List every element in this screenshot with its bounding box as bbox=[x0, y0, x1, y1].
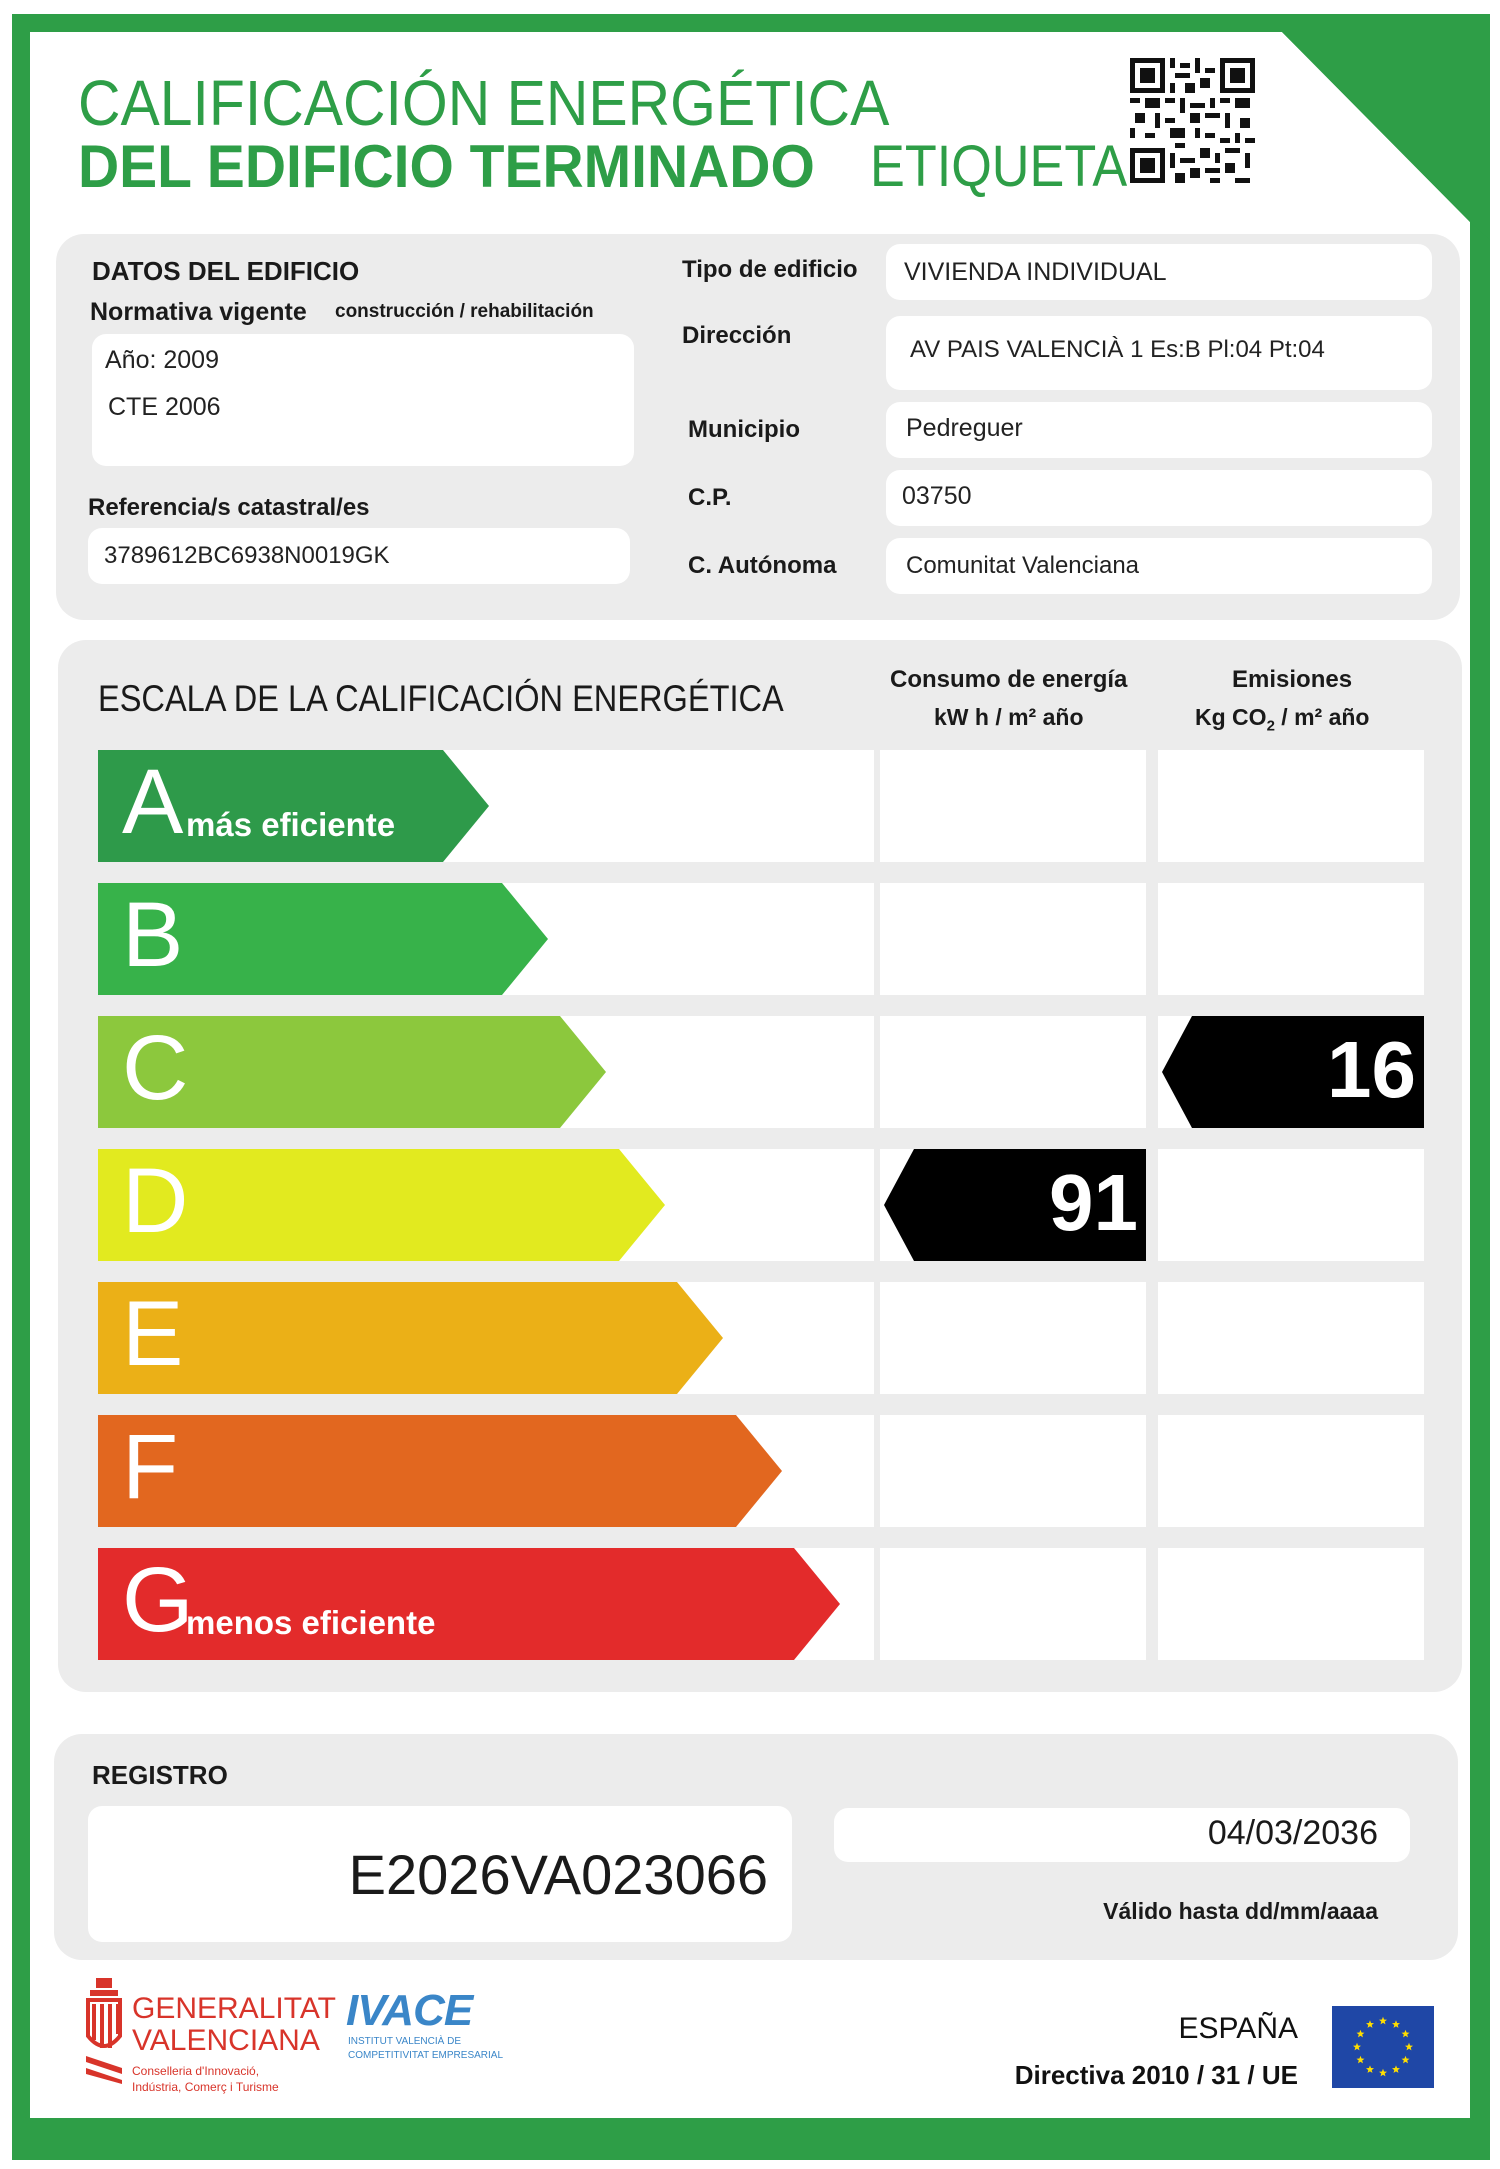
gv-sub1: Conselleria d'Innovació, bbox=[132, 2064, 260, 2078]
consumo-label: Consumo de energía bbox=[890, 666, 1128, 693]
gv-line1: GENERALITAT bbox=[132, 1992, 336, 2025]
emisiones-cell-g bbox=[1158, 1548, 1424, 1660]
ivace-logo: IVACE bbox=[346, 1986, 473, 2035]
scale-letter-b: B bbox=[122, 884, 184, 986]
tipo-label: Tipo de edificio bbox=[682, 256, 858, 283]
scale-bar-g bbox=[98, 1548, 840, 1660]
scale-text-a: más eficiente bbox=[186, 806, 396, 843]
consumo-cell-e bbox=[880, 1282, 1146, 1394]
scale-bar-a bbox=[98, 750, 489, 862]
scale-letter-g: G bbox=[122, 1549, 194, 1651]
cp-value: 03750 bbox=[902, 482, 972, 510]
directive: Directiva 2010 / 31 / UE bbox=[1014, 2060, 1298, 2090]
catastral-label: Referencia/s catastral/es bbox=[88, 494, 370, 521]
consumo-marker-value: 91 bbox=[1049, 1158, 1138, 1247]
registro-label: REGISTRO bbox=[92, 1760, 228, 1790]
scale-letter-c: C bbox=[122, 1017, 189, 1119]
scale-text-g: menos eficiente bbox=[186, 1604, 436, 1641]
eu-flag-icon bbox=[1332, 2006, 1434, 2088]
tipo-value: VIVIENDA INDIVIDUAL bbox=[904, 258, 1167, 286]
ivace-sub1: INSTITUT VALENCIÀ DE bbox=[348, 2036, 461, 2047]
scale-bar-e bbox=[98, 1282, 723, 1394]
municipio-label: Municipio bbox=[688, 416, 800, 443]
normativa-sub: construcción / rehabilitación bbox=[335, 301, 594, 322]
emisiones-cell-d bbox=[1158, 1149, 1424, 1261]
emisiones-cell-a bbox=[1158, 750, 1424, 862]
country: ESPAÑA bbox=[1178, 2012, 1298, 2045]
consumo-cell-g bbox=[880, 1548, 1146, 1660]
scale-bar-b bbox=[98, 883, 548, 995]
normativa-norm: CTE 2006 bbox=[108, 393, 221, 421]
gv-sub2: Indústria, Comerç i Turisme bbox=[132, 2080, 279, 2094]
direccion-value: AV PAIS VALENCIÀ 1 Es:B Pl:04 Pt:04 bbox=[910, 336, 1325, 363]
title-label: ETIQUETA bbox=[870, 134, 1128, 199]
emisiones-label: Emisiones bbox=[1232, 666, 1353, 693]
title-line-2: DEL EDIFICIO TERMINADO bbox=[78, 133, 815, 200]
building-section-title: DATOS DEL EDIFICIO bbox=[92, 256, 360, 286]
generalitat-logo-icon bbox=[82, 1976, 126, 2084]
scale-letter-d: D bbox=[122, 1150, 189, 1252]
normativa-label: Normativa vigente bbox=[90, 298, 307, 326]
scale-letter-e: E bbox=[122, 1283, 184, 1385]
consumo-cell-f bbox=[880, 1415, 1146, 1527]
valid-label: Válido hasta dd/mm/aaaa bbox=[1103, 1898, 1378, 1924]
title-line-1: CALIFICACIÓN ENERGÉTICA bbox=[78, 67, 890, 139]
emisiones-cell-e bbox=[1158, 1282, 1424, 1394]
emisiones-cell-b bbox=[1158, 883, 1424, 995]
emisiones-unit: Kg $CO_2 / m^2$ año bbox=[1195, 704, 1370, 735]
consumo-cell-b bbox=[880, 883, 1146, 995]
catastral-value: 3789612BC6938N0019GK bbox=[104, 542, 390, 569]
valid-date: 04/03/2036 bbox=[1207, 1814, 1378, 1852]
gv-line2: VALENCIANA bbox=[132, 2024, 320, 2057]
consumo-cell-a bbox=[880, 750, 1146, 862]
registro-code: E2026VA023066 bbox=[348, 1843, 768, 1906]
consumo-unit: kW h / m² año bbox=[934, 704, 1084, 730]
direccion-label: Dirección bbox=[682, 322, 792, 349]
scale-title: ESCALA DE LA CALIFICACIÓN ENERGÉTICA bbox=[98, 678, 784, 719]
emisiones-cell-f bbox=[1158, 1415, 1424, 1527]
ivace-sub2: COMPETITIVITAT EMPRESARIAL bbox=[348, 2050, 504, 2061]
scale-bar-c bbox=[98, 1016, 606, 1128]
consumo-marker bbox=[884, 1149, 1146, 1261]
emisiones-marker-value: 16 bbox=[1327, 1025, 1416, 1114]
scale-letter-a: A bbox=[122, 751, 184, 853]
emisiones-marker bbox=[1162, 1016, 1424, 1128]
municipio-value: Pedreguer bbox=[906, 414, 1023, 442]
qr-code-icon bbox=[1130, 58, 1255, 183]
scale-bar-d bbox=[98, 1149, 665, 1261]
normativa-year: Año: 2009 bbox=[105, 346, 219, 374]
consumo-cell-c bbox=[880, 1016, 1146, 1128]
scale-letter-f: F bbox=[122, 1416, 179, 1518]
scale-bar-f bbox=[98, 1415, 782, 1527]
cp-label: C.P. bbox=[688, 484, 732, 511]
autonoma-label: C. Autónoma bbox=[688, 552, 837, 579]
autonoma-value: Comunitat Valenciana bbox=[906, 552, 1140, 579]
